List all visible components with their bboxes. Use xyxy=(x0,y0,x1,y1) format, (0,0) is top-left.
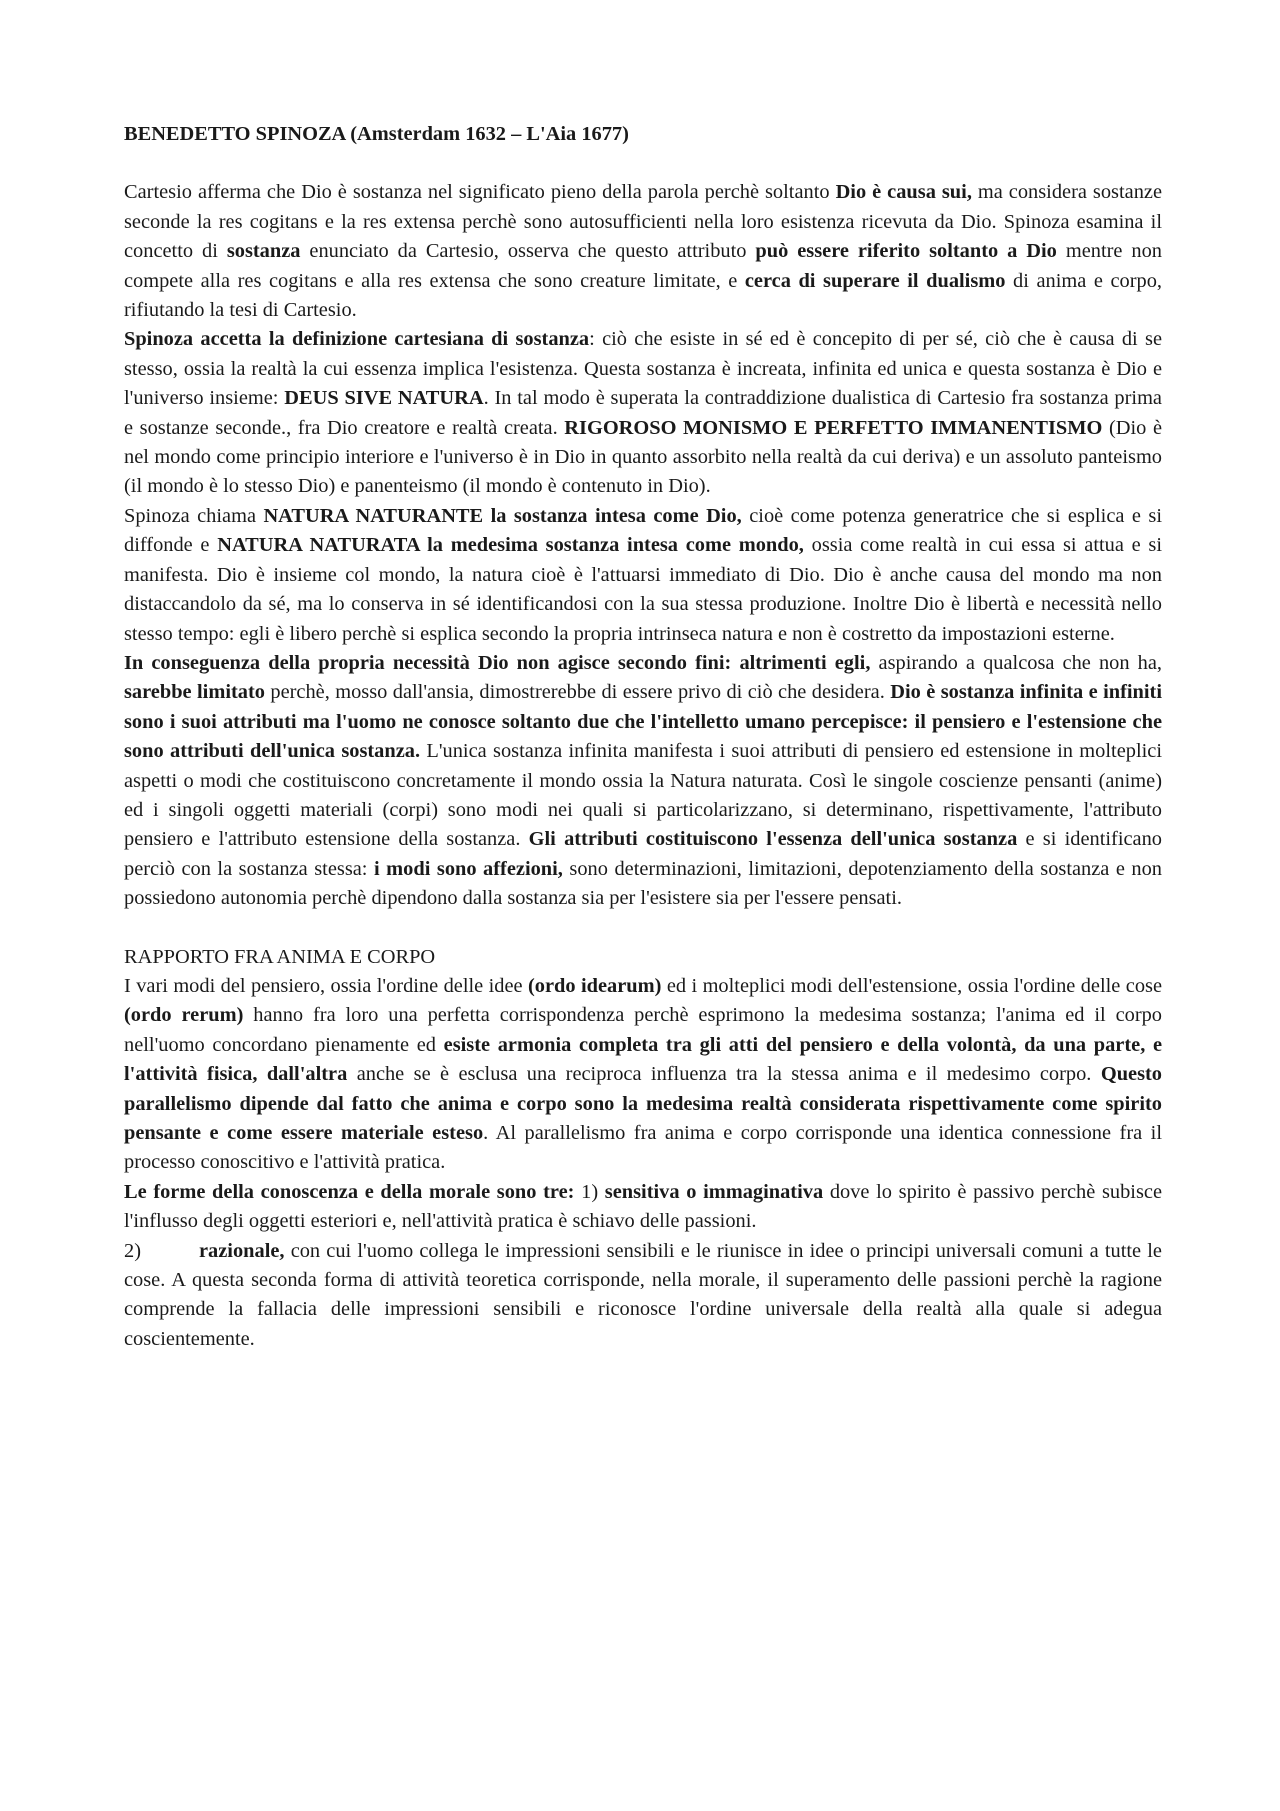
paragraph-parallelismo xyxy=(124,972,1162,1178)
paragraph-attributi xyxy=(124,649,1162,914)
bold-text: Dio è causa sui, xyxy=(835,181,972,204)
text-run: cioè come potenza generatrice che si esplica e si diffonde e xyxy=(124,504,1162,557)
text-run: perchè, mosso dall'ansia, dimostrerebbe di essere privo di ciò che desidera. xyxy=(264,681,891,704)
text-run: 1) xyxy=(574,1180,605,1203)
paragraph-definizione-sostanza xyxy=(124,325,1162,501)
bold-text: sensitiva o immaginativa xyxy=(604,1180,824,1203)
bold-text: Questo parallelismo dipende dal fatto che anima e corpo sono la medesima realtà considerata rispettivamente come spirito pensante e come essere materiale esteso xyxy=(124,1063,1163,1144)
text-run: dove lo spirito è passivo perchè subisce l'influsso degli oggetti esteriori e, nell'attività pratica è schiavo delle passioni. xyxy=(124,1180,1162,1233)
document-title: BENEDETTO SPINOZA (Amsterdam 1632 – L'Aia 1677) xyxy=(124,123,629,145)
text-run: ma considera sostanze seconde la res cogitans e la res extensa perchè sono autosufficienti nella loro esistenza ricevuta da Dio. Spinoza esamina il concetto di xyxy=(124,181,1162,263)
bold-text: (ordo idearum) xyxy=(528,974,662,997)
text-run: hanno fra loro una perfetta corrispondenza perchè esprimono la medesima sostanza; l'anima ed il corpo nell'uomo concordano pienamente ed xyxy=(124,1004,1162,1056)
bold-text: Dio è sostanza infinita e infiniti sono i suoi attributi ma l'uomo ne conosce soltanto due che l'intelletto umano percepisce: il pensiero e l'estensione che sono attributi dell'unica sostanza. xyxy=(124,681,1162,763)
bold-text: i modi sono affezioni, xyxy=(374,857,563,880)
text-run: aspirando a qualcosa che non ha, xyxy=(870,651,1162,674)
bold-text: (ordo rerum) xyxy=(124,1004,244,1027)
text-run: : ciò che esiste in sé ed è concepito di per sé, ciò che è causa di se stesso, ossia la realtà la cui essenza implica l'esistenza. Questa sostanza è increata, infinita ed unica e questa sostanza è Dio e l'universo insieme: xyxy=(124,328,1162,410)
paragraph-forme-conoscenza xyxy=(124,1178,1162,1237)
paragraph-razionale xyxy=(124,1237,1162,1355)
section-heading: RAPPORTO FRA ANIMA E CORPO xyxy=(124,945,436,968)
text-run: . Al parallelismo fra anima e corpo corrisponde una identica connessione fra il processo conoscitivo e l'attività pratica. xyxy=(124,1122,1163,1174)
bold-text: esiste armonia completa tra gli atti del pensiero e della volontà, da una parte, e l'attività fisica, dall'altra xyxy=(124,1033,1162,1086)
text-run: mentre non compete alla res cogitans e alla res extensa che sono creature limitate, e xyxy=(124,240,1162,292)
blank-line xyxy=(124,914,1162,943)
bold-text: Le forme della conoscenza e della morale sono tre: xyxy=(124,1180,575,1203)
text-run: sono determinazioni, limitazioni, depotenziamento della sostanza e non possiedono autonomia perchè dipendono dalla sostanza sia per l'esistere sia per l'essere pensati. xyxy=(124,857,1162,910)
bold-text: In conseguenza della propria necessità Dio non agisce secondo fini: altrimenti egli, xyxy=(124,651,871,674)
bold-text: Gli attributi costituiscono l'essenza dell'unica sostanza xyxy=(528,828,1018,851)
text-run: e si identificano perciò con la sostanza stessa: xyxy=(124,828,1162,880)
bold-text: sostanza xyxy=(226,240,301,263)
bold-text: Spinoza accetta la definizione cartesiana di sostanza xyxy=(124,328,590,351)
bold-text: NATURA NATURATA la medesima sostanza intesa come mondo, xyxy=(217,534,804,557)
bold-text: sarebbe limitato xyxy=(124,681,265,704)
text-run: ossia come realtà in cui essa si attua e si manifesta. Dio è insieme col mondo, la natura cioè è l'attuarsi immediato di Dio. Dio è anche causa del mondo ma non distaccandolo da sé, ma lo conserva in sé identificandosi con la sua stessa produzione. Inoltre Dio è libertà e necessità nello stesso tempo: egli è libero perchè si esplica secondo la propria intrinseca natura e non è costretto da impostazioni esterne. xyxy=(124,534,1162,645)
text-run: L'unica sostanza infinita manifesta i suoi attributi di pensiero ed estensione in molteplici aspetti o modi che costituiscono concretamente il mondo ossia la Natura naturata. Così le singole coscienze pensanti (anime) ed i singoli oggetti materiali (corpi) sono modi nei quali si particolarizzano, si determinano, rispettivamente, l'attributo pensiero e l'attributo estensione della sostanza. xyxy=(124,740,1162,851)
text-run: enunciato da Cartesio, osserva che questo attributo xyxy=(300,240,756,263)
bold-text: razionale, xyxy=(199,1239,285,1262)
bold-text: RIGOROSO MONISMO E PERFETTO IMMANENTISMO xyxy=(564,416,1103,439)
text-run: ed i molteplici modi dell'estensione, ossia l'ordine delle cose xyxy=(661,974,1162,997)
text-run: . In tal modo è superata la contraddizione dualistica di Cartesio fra sostanza prima e sostanze seconde., fra Dio creatore e realtà creata. xyxy=(124,387,1162,439)
blank-line xyxy=(124,149,1162,178)
text-run: Spinoza chiama xyxy=(124,504,264,527)
text-run: (Dio è nel mondo come principio interiore e l'universo è in Dio in quanto assorbito nella realtà da cui deriva) e un assoluto panteismo (il mondo è lo stesso Dio) e panenteismo (il mondo è contenuto in Dio). xyxy=(124,416,1163,498)
bold-text: NATURA NATURANTE la sostanza intesa come Dio, xyxy=(263,504,742,527)
text-run: I vari modi del pensiero, ossia l'ordine delle idee xyxy=(124,974,529,997)
text-run: di anima e corpo, rifiutando la tesi di Cartesio. xyxy=(124,269,1162,322)
bold-text: DEUS SIVE NATURA xyxy=(284,387,484,410)
text-run: con cui l'uomo collega le impressioni sensibili e le riunisce in idee o principi universali comuni a tutte le cose. A questa seconda forma di attività teoretica corrisponde, nella morale, il superamento delle passioni perchè la ragione comprende la fallacia delle impressioni sensibili e riconosce l'ordine universale della realtà alla quale si adegua coscientemente. xyxy=(124,1239,1162,1350)
paragraph-natura-naturante xyxy=(124,502,1162,649)
text-run: Cartesio afferma che Dio è sostanza nel significato pieno della parola perchè soltanto xyxy=(124,181,836,204)
list-number: 2) xyxy=(124,1239,141,1262)
bold-text: cerca di superare il dualismo xyxy=(744,269,1006,292)
document-page xyxy=(124,120,1162,1354)
paragraph-cartesio xyxy=(124,178,1162,325)
text-run: anche se è esclusa una reciproca influenza tra la stessa anima e il medesimo corpo. xyxy=(347,1063,1101,1086)
bold-text: può essere riferito soltanto a Dio xyxy=(755,240,1057,263)
